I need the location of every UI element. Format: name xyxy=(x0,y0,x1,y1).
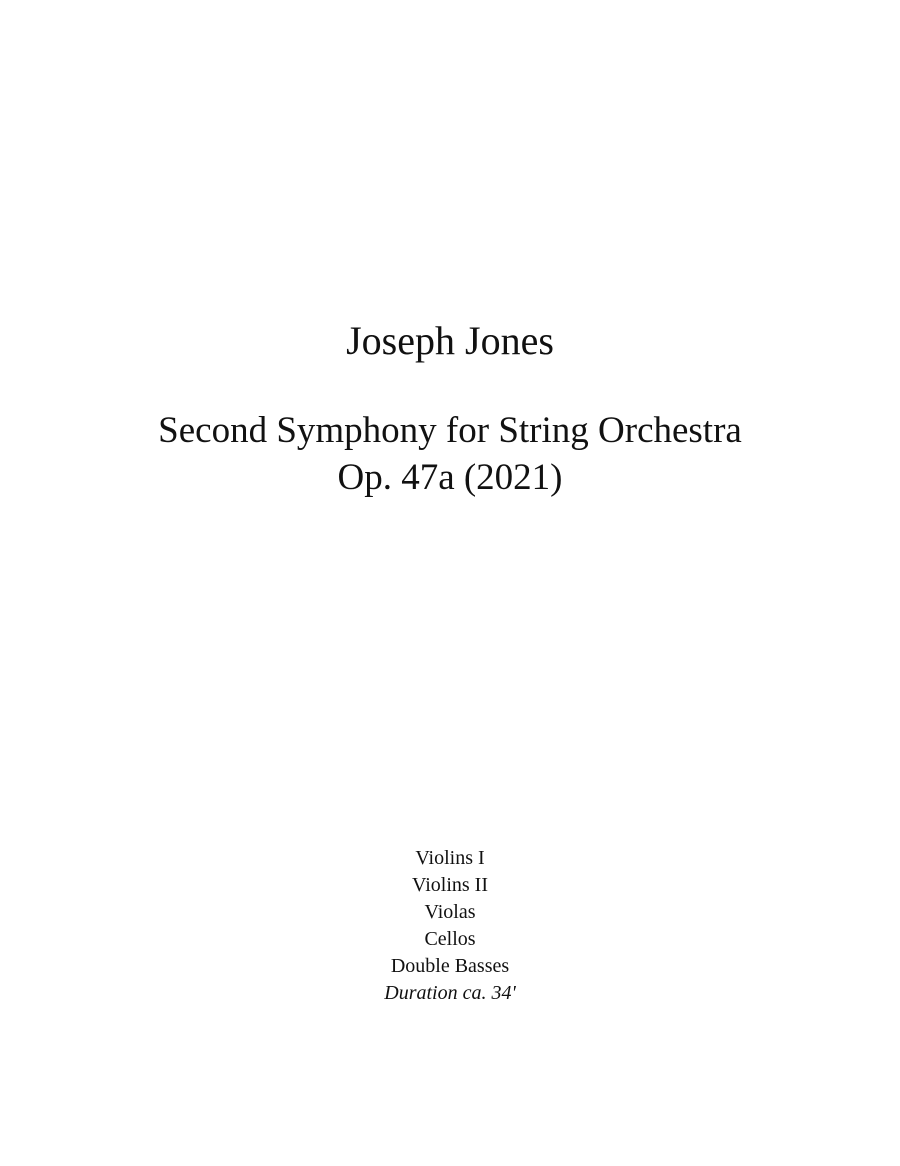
work-title-block xyxy=(0,407,900,501)
instrument-cellos: Cellos xyxy=(424,928,476,950)
instrument-double-basses: Double Basses xyxy=(390,955,510,977)
instrument-violins-i: Violins I xyxy=(415,847,485,869)
work-title: Second Symphony for String Orchestra xyxy=(158,410,742,451)
instrument-violins-ii: Violins II xyxy=(411,874,488,896)
composer-name: Joseph Jones xyxy=(346,318,554,363)
duration-note: Duration ca. 34' xyxy=(384,982,516,1004)
instrumentation-list xyxy=(0,845,900,1007)
opus-and-year: Op. 47a (2021) xyxy=(337,457,563,498)
instrument-violas: Violas xyxy=(424,901,476,923)
